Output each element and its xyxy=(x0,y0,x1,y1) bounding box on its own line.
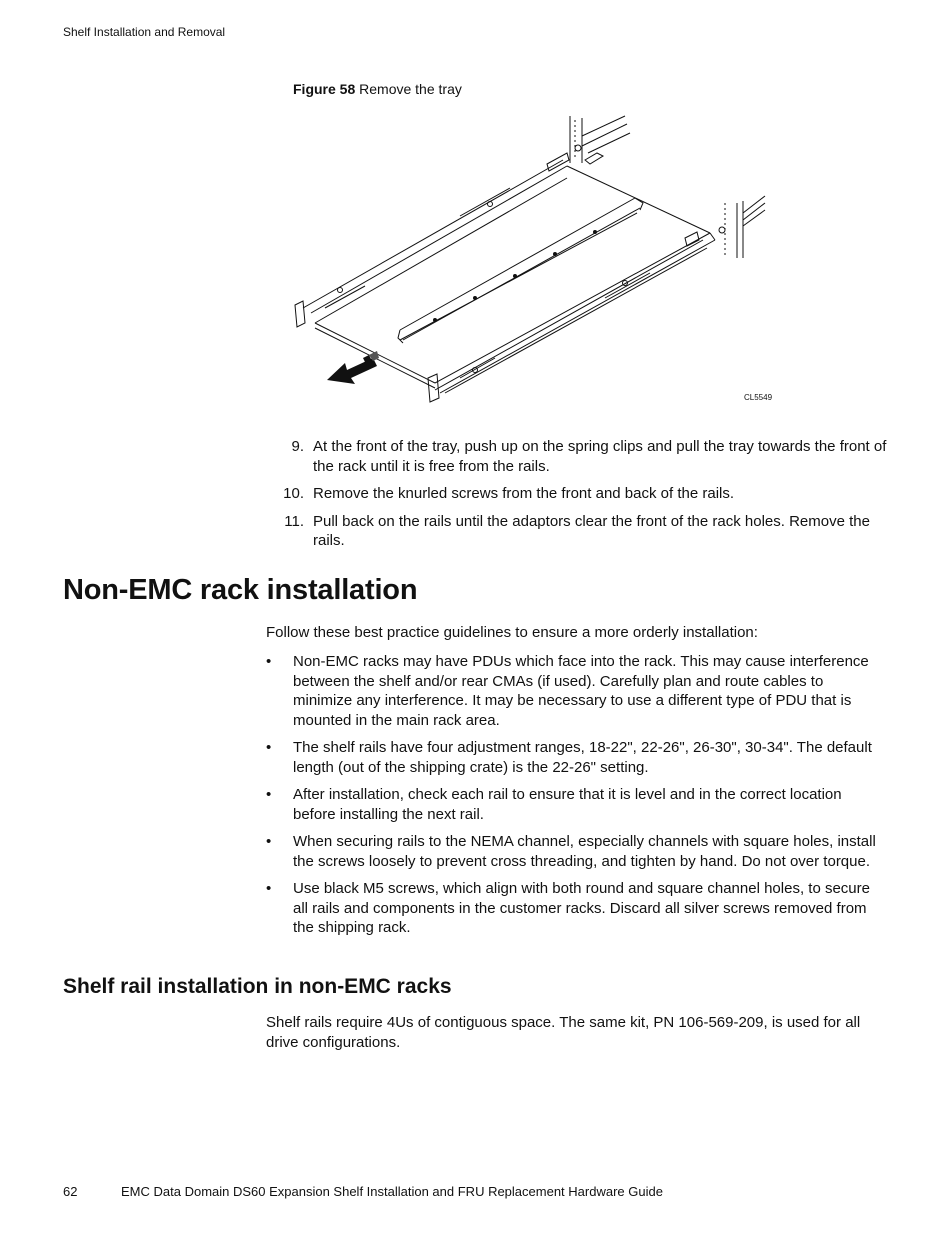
step-number: 10. xyxy=(283,485,304,502)
section-heading: Non-EMC rack installation xyxy=(63,574,418,606)
list-item xyxy=(266,832,880,871)
step-9 xyxy=(268,437,888,476)
list-item-text: Non-EMC racks may have PDUs which face into the rack. This may cause interference between the shelf and/or rear CMAs (if used). Carefully plan and route cables to minimize any interference. It may be necessary to use a different type of PDU that is mounted in the main rack area. xyxy=(293,653,869,729)
step-text: Pull back on the rails until the adaptors clear the front of the rack holes. Remove the rails. xyxy=(313,512,870,549)
tray-removal-illustration xyxy=(285,108,785,413)
list-item-text: Use black M5 screws, which align with both round and square channel holes, to secure all rails and components in the customer racks. Discard all silver screws removed from the shipping rack. xyxy=(293,880,870,936)
guidelines-list xyxy=(266,652,880,946)
figure-caption xyxy=(293,81,462,97)
step-text: At the front of the tray, push up on the spring clips and pull the tray towards the front of the rack until it is free from the rails. xyxy=(313,438,887,475)
center-rail xyxy=(398,198,643,343)
list-item-text: The shelf rails have four adjustment ranges, 18-22", 22-26", 26-30", 30-34". The default length (out of the shipping crate) is the 22-26" setting. xyxy=(293,739,872,776)
step-text: Remove the knurled screws from the front and back of the rails. xyxy=(313,485,735,502)
list-item xyxy=(266,785,880,824)
subsection-text: Shelf rails require 4Us of contiguous space. The same kit, PN 106-569-209, is used for all drive configurations. xyxy=(266,1014,861,1051)
list-item xyxy=(266,879,880,938)
figure-title: Remove the tray xyxy=(359,81,462,97)
page-footer xyxy=(63,1184,663,1199)
step-10 xyxy=(268,484,888,504)
list-item-text: After installation, check each rail to ensure that it is level and in the correct location before installing the next rail. xyxy=(293,786,842,823)
section-intro: Follow these best practice guidelines to ensure a more orderly installation: xyxy=(266,624,758,641)
side-rack-post xyxy=(719,196,765,258)
bullet-icon: • xyxy=(266,653,272,670)
bullet-icon: • xyxy=(266,833,272,850)
step-11 xyxy=(268,512,888,551)
page-number: 62 xyxy=(63,1184,78,1199)
bullet-icon: • xyxy=(266,880,272,897)
rear-rack-post xyxy=(570,116,630,164)
step-number: 11. xyxy=(284,512,304,530)
list-item-text: When securing rails to the NEMA channel, especially channels with square holes, install the screws loosely to prevent cross threading, and tighten by hand. Do not over torque. xyxy=(293,833,876,870)
document-title: EMC Data Domain DS60 Expansion Shelf Installation and FRU Replacement Hardware Guide xyxy=(121,1184,663,1199)
bullet-icon: • xyxy=(266,739,272,756)
running-header: Shelf Installation and Removal xyxy=(63,25,226,39)
subsection-heading: Shelf rail installation in non-EMC racks xyxy=(63,975,452,998)
pull-direction-arrow xyxy=(327,351,379,384)
list-item xyxy=(266,738,880,777)
step-number: 9. xyxy=(291,438,304,455)
figure-number: Figure 58 xyxy=(293,81,356,97)
figure-code: CL5549 xyxy=(744,393,773,402)
left-rail xyxy=(295,153,569,327)
list-item xyxy=(266,652,880,730)
bullet-icon: • xyxy=(266,786,272,803)
procedure-steps xyxy=(268,437,888,559)
